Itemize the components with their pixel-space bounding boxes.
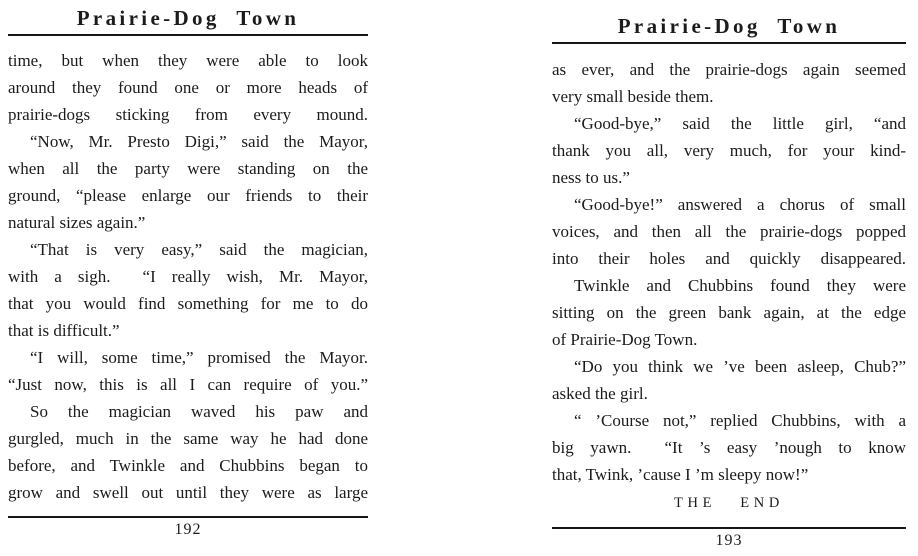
page-left <box>8 0 368 556</box>
text-line: “Now, Mr. Presto Digi,” said the Mayor, <box>30 132 368 151</box>
text-line: around they found one or more heads of <box>8 78 368 97</box>
text-line: time, but when they were able to look <box>8 51 368 70</box>
text-line: “Good-bye,” said the little girl, “and <box>574 114 906 133</box>
text-line: grow and swell out until they were as large <box>8 483 368 502</box>
text-line: with a sigh. “I really wish, Mr. Mayor, <box>8 267 368 286</box>
page-right <box>552 0 906 556</box>
text-line: “I will, some time,” promised the Mayor. <box>30 348 368 367</box>
text-line: big yawn. “It ’s easy ’nough to know <box>552 438 906 457</box>
page-title: Prairie-Dog Town <box>76 6 300 30</box>
text-line: sitting on the green bank again, at the edge <box>552 303 906 322</box>
text-line: natural sizes again.” <box>8 213 146 232</box>
text-line: “That is very easy,” said the magician, <box>30 240 368 259</box>
page-number: 192 <box>174 521 202 538</box>
text-line: ground, “please enlarge our friends to their <box>8 186 368 205</box>
running-head-left <box>8 5 368 36</box>
text-line: “Good-bye!” answered a chorus of small <box>574 195 906 214</box>
text-line: of Prairie-Dog Town. <box>552 330 698 349</box>
text-line: asked the girl. <box>552 384 648 403</box>
page-footer-left <box>8 516 368 540</box>
text-line: Twinkle and Chubbins found they were <box>574 276 906 295</box>
text-line: that is difficult.” <box>8 321 120 340</box>
text-line: when all the party were standing on the <box>8 159 368 178</box>
page-number: 193 <box>715 532 743 549</box>
text-line: voices, and then all the prairie-dogs popped <box>552 222 906 241</box>
text-line: very small beside them. <box>552 87 714 106</box>
text-line: “ ’Course not,” replied Chubbins, with a <box>574 411 906 430</box>
text-line: that, Twink, ’cause I ’m sleepy now!” <box>552 465 809 484</box>
page-title: Prairie-Dog Town <box>617 14 841 38</box>
page-body <box>552 56 906 514</box>
text-line: ness to us.” <box>552 168 630 187</box>
text-line: into their holes and quickly disappeared. <box>552 249 906 268</box>
page-footer-right <box>552 527 906 551</box>
text-line: So the magician waved his paw and <box>30 402 368 421</box>
text-line: as ever, and the prairie-dogs again seemed <box>552 60 906 79</box>
text-line: before, and Twinkle and Chubbins began to <box>8 456 368 475</box>
text-line: that you would find something for me to do <box>8 294 368 313</box>
running-head-right <box>552 13 906 44</box>
text-line: “Just now, this is all I can require of you.” <box>8 375 368 394</box>
the-end-label: THE END <box>673 495 785 511</box>
text-line: “Do you think we ’ve been asleep, Chub?” <box>574 357 906 376</box>
text-line: prairie-dogs sticking from every mound. <box>8 105 368 124</box>
page-body <box>8 47 368 506</box>
text-line: gurgled, much in the same way he had done <box>8 429 368 448</box>
text-line: thank you all, very much, for your kind- <box>552 141 906 160</box>
